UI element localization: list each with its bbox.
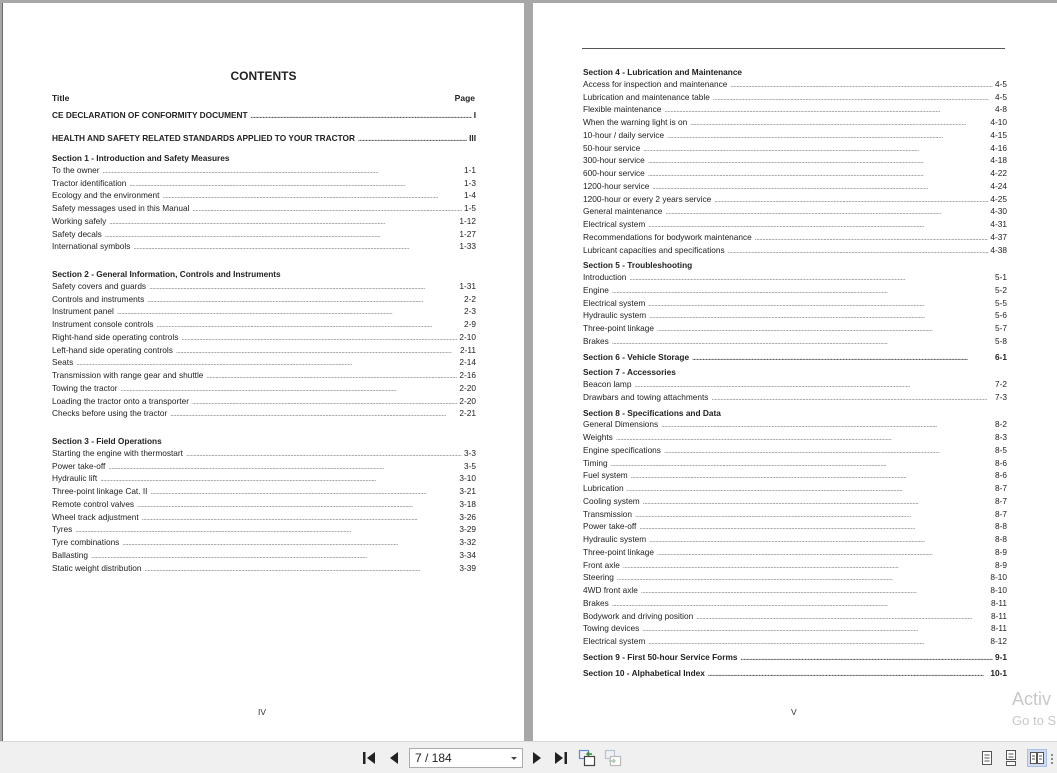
toc-entry[interactable]: 4WD front axle . . . 8-10 xyxy=(583,585,1007,598)
toc-entry[interactable]: General Dimensions . . . 8-2 xyxy=(583,419,1007,432)
toc-entry[interactable]: 600-hour service . . . 4-22 xyxy=(583,168,1007,181)
toc-section-heading[interactable]: Section 7 - Accessories xyxy=(583,367,676,378)
toc-entry[interactable]: Controls and instruments . . . 2-2 xyxy=(52,294,476,307)
current-page-value: 7 / 184 xyxy=(415,751,452,765)
toc-section-heading[interactable]: Section 3 - Field Operations xyxy=(52,436,162,446)
toc-entry[interactable]: CE DECLARATION OF CONFORMITY DOCUMENT . . . I xyxy=(52,110,476,123)
toc-entry[interactable]: Hydraulic system . . . 5-6 xyxy=(583,310,1007,323)
toc-entry[interactable]: Brakes . . . 8-11 xyxy=(583,598,1007,611)
toc-entry[interactable]: Hydraulic lift . . . 3-10 xyxy=(52,473,476,486)
toc-entry[interactable]: Introduction . . . 5-1 xyxy=(583,272,1007,285)
previous-page-button[interactable] xyxy=(385,749,403,767)
toc-entry[interactable]: Lubricant capacities and specifications . . . 4-38 xyxy=(583,245,1007,258)
toc-entry[interactable]: 50-hour service . . . 4-16 xyxy=(583,143,1007,156)
toc-entry[interactable]: Engine specifications . . . 8-5 xyxy=(583,445,1007,458)
toc-entry[interactable]: Starting the engine with thermostart . . . 3-3 xyxy=(52,448,476,461)
toc-entry[interactable]: Tyre combinations . . . 3-32 xyxy=(52,537,476,550)
next-view-button[interactable] xyxy=(604,749,622,767)
previous-view-button[interactable] xyxy=(578,749,596,767)
previous-page-icon xyxy=(388,751,400,765)
toc-entry[interactable]: Beacon lamp . . . 7-2 xyxy=(583,379,1007,392)
toc-entry[interactable]: Safety messages used in this Manual . . . 1-5 xyxy=(52,203,476,216)
pdf-page-right xyxy=(533,3,1057,741)
toc-section xyxy=(583,352,1007,365)
toc-entry[interactable]: Remote control valves . . . 3-18 xyxy=(52,499,476,512)
toc-entry[interactable]: 10-hour / daily service . . . 4-15 xyxy=(583,130,1007,143)
toc-entry[interactable]: Towing the tractor . . . 2-20 xyxy=(52,383,476,396)
toc-entry[interactable]: Engine . . . 5-2 xyxy=(583,285,1007,298)
facing-pages-icon xyxy=(1029,751,1045,765)
first-page-icon xyxy=(361,751,377,765)
toc-section-heading[interactable]: Section 6 - Vehicle Storage . . . 6-1 xyxy=(583,352,1007,365)
toc-entry[interactable]: Tractor identification . . . 1-3 xyxy=(52,178,476,191)
toc-section xyxy=(583,67,1007,257)
next-view-icon xyxy=(604,749,622,767)
toc-section xyxy=(583,668,1007,681)
toc-entry[interactable]: Ballasting . . . 3-34 xyxy=(52,550,476,563)
toc-entry[interactable]: Safety covers and guards . . . 1-31 xyxy=(52,281,476,294)
toc-entry[interactable]: Safety decals . . . 1-27 xyxy=(52,229,476,242)
next-page-button[interactable] xyxy=(528,749,546,767)
toc-entry[interactable]: Loading the tractor onto a transporter . . . 2-20 xyxy=(52,396,476,409)
pdf-page-left xyxy=(2,3,524,741)
toc-entry[interactable]: Electrical system . . . 8-12 xyxy=(583,636,1007,649)
toc-entry[interactable]: Access for inspection and maintenance . . . 4-5 xyxy=(583,79,1007,92)
toc-entry[interactable]: Working safely . . . 1-12 xyxy=(52,216,476,229)
next-page-icon xyxy=(531,751,543,765)
toc-entry[interactable]: Electrical system . . . 5-5 xyxy=(583,298,1007,311)
column-header-title: Title xyxy=(52,93,70,103)
toc-sections-left xyxy=(52,153,476,575)
toc-entry[interactable]: Instrument panel . . . 2-3 xyxy=(52,306,476,319)
toc-entry[interactable]: Electrical system . . . 4-31 xyxy=(583,219,1007,232)
toc-entry[interactable]: 1200-hour service . . . 4-24 xyxy=(583,181,1007,194)
facing-view-button[interactable] xyxy=(1027,749,1047,767)
toc-entry[interactable]: Fuel system . . . 8-6 xyxy=(583,470,1007,483)
toc-entry[interactable]: Steering . . . 8-10 xyxy=(583,572,1007,585)
last-page-button[interactable] xyxy=(552,749,570,767)
toc-section xyxy=(52,153,476,254)
chevron-down-icon xyxy=(511,757,517,760)
first-page-button[interactable] xyxy=(360,749,378,767)
toc-section-heading[interactable]: Section 8 - Specifications and Data xyxy=(583,407,721,418)
toc-entry[interactable]: Three-point linkage Cat. II . . . 3-21 xyxy=(52,486,476,499)
toc-entry[interactable]: 1200-hour or every 2 years service . . . 4-25 xyxy=(583,194,1007,207)
toc-entry[interactable]: Wheel track adjustment . . . 3-26 xyxy=(52,512,476,525)
toc-section xyxy=(52,436,476,575)
toc-entry[interactable]: Checks before using the tractor . . . 2-21 xyxy=(52,408,476,421)
toc-section-heading[interactable]: Section 5 - Troubleshooting xyxy=(583,260,693,271)
toc-entry[interactable]: Bodywork and driving position . . . 8-11 xyxy=(583,611,1007,624)
toc-entry[interactable]: Static weight distribution . . . 3-39 xyxy=(52,563,476,576)
toc-section-heading[interactable]: Section 4 - Lubrication and Maintenance xyxy=(583,67,743,77)
toc-entry[interactable]: Flexible maintenance . . . 4-8 xyxy=(583,104,1007,117)
toc-entry[interactable]: Recommendations for bodywork maintenance . . . 4-37 xyxy=(583,232,1007,245)
toc-top-entries xyxy=(52,110,476,155)
navigation-toolbar xyxy=(0,741,1057,773)
toc-sections-right xyxy=(583,67,1007,680)
toc-entry[interactable]: Transmission with range gear and shuttle . . . 2-16 xyxy=(52,370,476,383)
toc-entry[interactable]: Left-hand side operating controls . . . 2-11 xyxy=(52,345,476,358)
toc-section-heading[interactable]: Section 10 - Alphabetical Index . . . 10-1 xyxy=(583,668,1007,681)
toc-section-heading[interactable]: Section 2 - General Information, Controls and Instruments xyxy=(52,269,281,279)
toc-entry[interactable]: Three-point linkage . . . 8-9 xyxy=(583,547,1007,560)
toc-section xyxy=(583,260,1007,348)
toc-entry[interactable]: Power take-off . . . 3-5 xyxy=(52,461,476,474)
column-header-page: Page xyxy=(454,93,475,103)
toc-section-heading[interactable]: Section 9 - First 50-hour Service Forms . . . 9-1 xyxy=(583,652,1007,665)
single-page-icon xyxy=(980,750,994,766)
toc-entry[interactable]: Three-point linkage . . . 5-7 xyxy=(583,323,1007,336)
toc-entry[interactable]: Lubrication . . . 8-7 xyxy=(583,483,1007,496)
toc-entry[interactable]: International symbols . . . 1-33 xyxy=(52,241,476,254)
single-page-view-button[interactable] xyxy=(978,749,996,767)
toc-entry[interactable]: General maintenance . . . 4-30 xyxy=(583,206,1007,219)
continuous-view-button[interactable] xyxy=(1002,749,1020,767)
toc-section-heading[interactable]: Section 1 - Introduction and Safety Measures xyxy=(52,153,230,163)
previous-view-icon xyxy=(578,749,596,767)
toc-entry[interactable]: Tyres . . . 3-29 xyxy=(52,524,476,537)
toc-entry[interactable]: Timing . . . 8-6 xyxy=(583,458,1007,471)
toc-section xyxy=(52,269,476,421)
page-footer-number: V xyxy=(791,707,797,717)
toc-section xyxy=(583,367,1007,404)
toc-entry[interactable]: 300-hour service . . . 4-18 xyxy=(583,155,1007,168)
last-page-icon xyxy=(553,751,569,765)
continuous-page-icon xyxy=(1004,750,1018,766)
toc-entry[interactable]: Right-hand side operating controls . . . 2-10 xyxy=(52,332,476,345)
toolbar-overflow-grip[interactable] xyxy=(1051,754,1053,764)
toc-entry[interactable]: Instrument console controls . . . 2-9 xyxy=(52,319,476,332)
activate-windows-watermark: Activ Go to S xyxy=(1012,689,1057,728)
header-rule xyxy=(582,48,1005,49)
toc-entry[interactable]: Hydraulic system . . . 8-8 xyxy=(583,534,1007,547)
toc-entry[interactable]: To the owner . . . 1-1 xyxy=(52,165,476,178)
toc-entry[interactable]: Brakes . . . 5-8 xyxy=(583,336,1007,349)
toc-section xyxy=(583,408,1007,649)
toc-entry[interactable]: HEALTH AND SAFETY RELATED STANDARDS APPLIED TO YOUR TRACTOR . . . III xyxy=(52,133,476,146)
toc-entry[interactable]: Drawbars and towing attachments . . . 7-3 xyxy=(583,392,1007,405)
toc-entry[interactable]: Power take-off . . . 8-8 xyxy=(583,521,1007,534)
toc-entry[interactable]: Cooling system . . . 8-7 xyxy=(583,496,1007,509)
toc-entry[interactable]: Ecology and the environment . . . 1-4 xyxy=(52,190,476,203)
contents-title: CONTENTS xyxy=(230,69,297,83)
toc-section xyxy=(583,652,1007,665)
toc-entry[interactable]: Weights . . . 8-3 xyxy=(583,432,1007,445)
toc-entry[interactable]: Towing devices . . . 8-11 xyxy=(583,623,1007,636)
toc-entry[interactable]: Lubrication and maintenance table . . . 4-5 xyxy=(583,92,1007,105)
toc-entry[interactable]: Seats . . . 2-14 xyxy=(52,357,476,370)
toc-entry[interactable]: Front axle . . . 8-9 xyxy=(583,560,1007,573)
page-number-dropdown[interactable] xyxy=(409,748,523,768)
toc-entry[interactable]: Transmission . . . 8-7 xyxy=(583,509,1007,522)
page-footer-number: IV xyxy=(258,707,267,717)
toc-entry[interactable]: When the warning light is on . . . 4-10 xyxy=(583,117,1007,130)
